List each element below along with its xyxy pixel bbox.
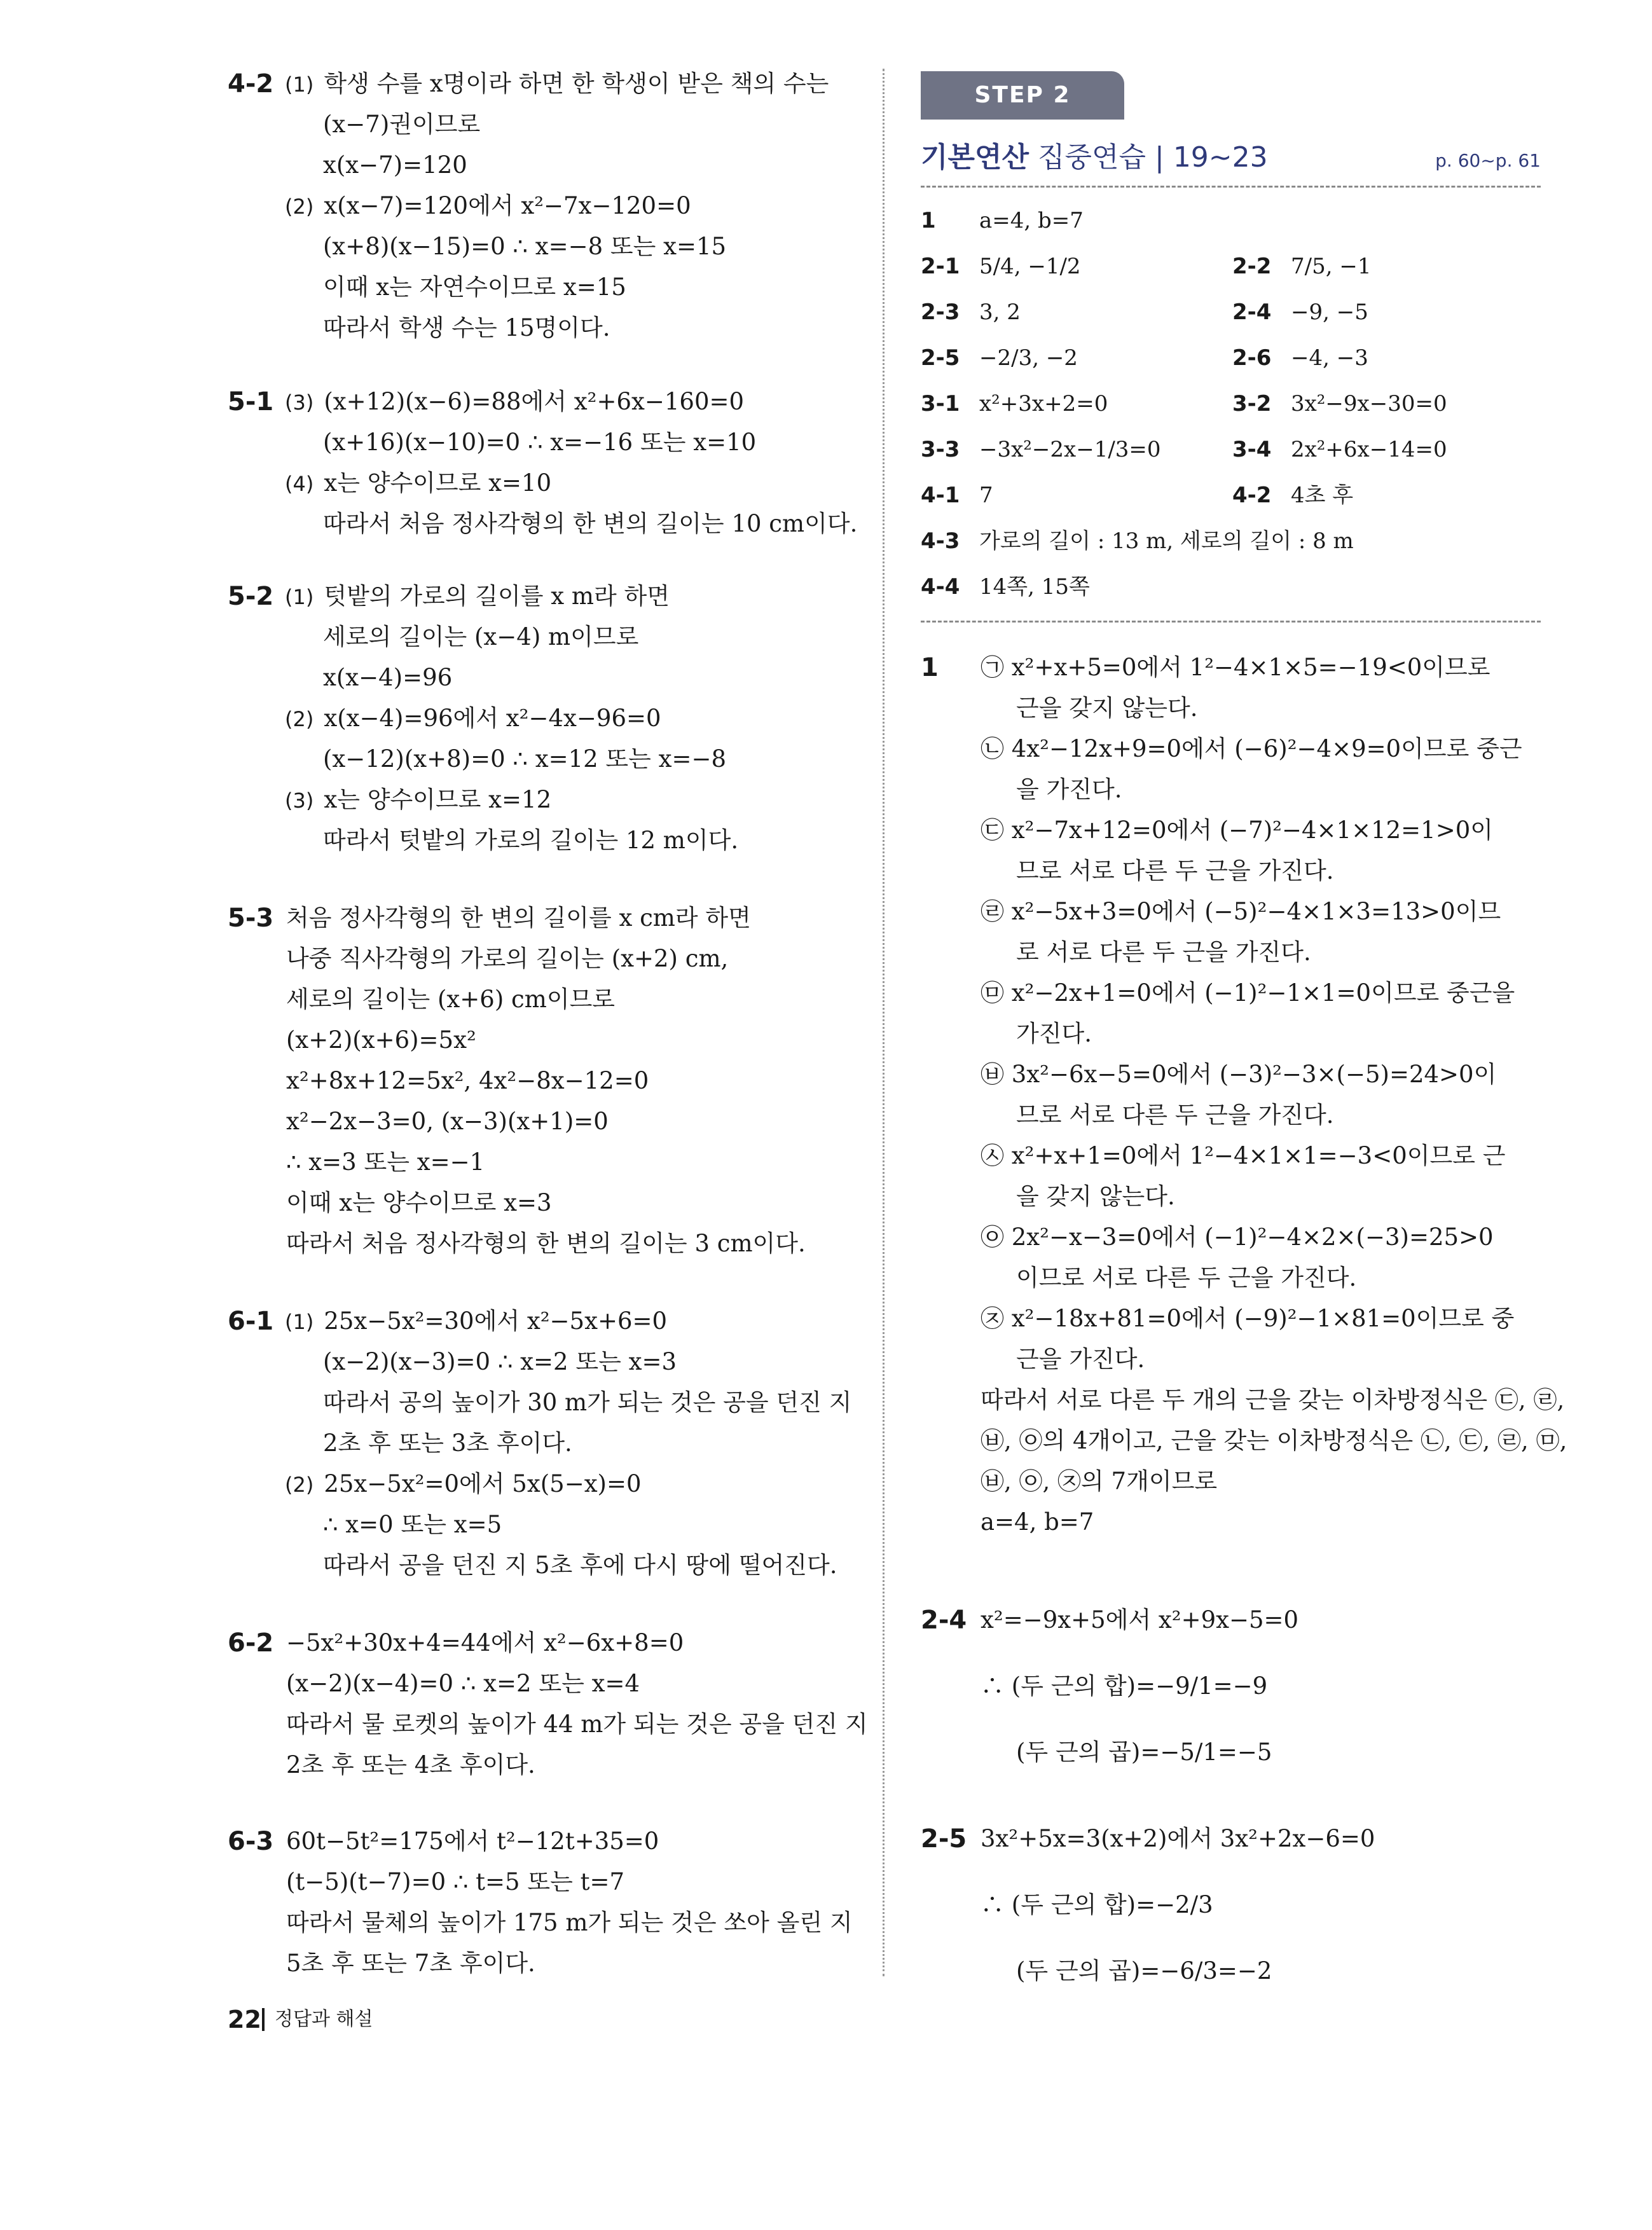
solution-text: 가진다.: [1016, 1020, 1092, 1047]
solution-line: [323, 422, 756, 463]
solution-text: ㉨ x²−18x+81=0에서 (−9)²−1×81=0이므로 중: [981, 1305, 1515, 1332]
solution-text: 따라서 서로 다른 두 개의 근을 갖는 이차방정식은 ㉢, ㉣,: [981, 1386, 1565, 1414]
answer-row: [921, 290, 1541, 334]
solution-text: 이므로 서로 다른 두 근을 가진다.: [1016, 1264, 1357, 1291]
solution-text: 로 서로 다른 두 근을 가진다.: [1016, 939, 1311, 966]
solution-text: ㉧ 2x²−x−3=0에서 (−1)²−4×2×(−3)=25>0: [981, 1223, 1494, 1251]
solution-text: 60t−5t²=175에서 t²−12t+35=0: [286, 1827, 659, 1855]
problem-number: 5-3: [228, 904, 274, 933]
solution-text: 을 갖지 않는다.: [1016, 1183, 1175, 1210]
answer-number: 4-2: [1232, 483, 1272, 508]
solution-line: [286, 979, 615, 1020]
solution-text: 25x−5x²=0에서 5x(5−x)=0: [324, 1470, 642, 1497]
answer-value: 가로의 길이 : 13 m, 세로의 길이 : 8 m: [979, 528, 1354, 554]
answer-number: 3-2: [1232, 391, 1272, 416]
answer-value: 3, 2: [979, 299, 1021, 325]
subpart-label: (1): [285, 1310, 314, 1334]
answer-number: 4-1: [921, 483, 960, 508]
solution-line: [981, 891, 1501, 932]
solution-line: [1016, 1176, 1175, 1217]
answer-value: 3x²−9x−30=0: [1291, 391, 1447, 416]
solution-text: (x+8)(x−15)=0 ∴ x=−8 또는 x=15: [323, 233, 727, 260]
solution-text: (x−12)(x+8)=0 ∴ x=12 또는 x=−8: [323, 745, 727, 773]
solution-text: ∴ (두 근의 합)=−9/1=−9: [981, 1672, 1268, 1700]
subpart-label: (1): [285, 585, 314, 609]
answer-row: [921, 336, 1541, 380]
solution-line: [1016, 1095, 1333, 1136]
solution-line: [286, 1663, 640, 1704]
solution-text: 처음 정사각형의 한 변의 길이를 x cm라 하면: [286, 904, 751, 932]
solution-text: x(x−7)=120에서 x²−7x−120=0: [324, 192, 691, 219]
solution-text: 이때 x는 자연수이므로 x=15: [323, 273, 626, 301]
answer-number: 4-3: [921, 528, 960, 554]
solution-line: [323, 226, 726, 267]
solution-line: [285, 780, 551, 821]
answer-number: 2-6: [1232, 345, 1272, 371]
solution-line: [981, 1502, 1094, 1543]
column-divider: [883, 69, 885, 1976]
answer-number: 4-4: [921, 574, 960, 600]
answer-value: x²+3x+2=0: [979, 391, 1108, 416]
solution-line: [981, 1380, 1564, 1421]
solution-line: [981, 1666, 1267, 1707]
solution-text: 므로 서로 다른 두 근을 가진다.: [1016, 1101, 1334, 1129]
answer-value: −4, −3: [1291, 345, 1368, 371]
answer-value: 7/5, −1: [1291, 254, 1372, 279]
solution-line: [323, 1545, 837, 1586]
solution-text: 따라서 처음 정사각형의 한 변의 길이는 3 cm이다.: [286, 1230, 806, 1257]
solution-line: [285, 1301, 667, 1342]
solution-text: 이때 x는 양수이므로 x=3: [286, 1189, 552, 1216]
solution-line: [285, 186, 691, 227]
solution-line: [981, 1600, 1298, 1641]
solution-text: (x+2)(x+6)=5x²: [286, 1026, 476, 1054]
solution-line: [981, 973, 1515, 1014]
answer-value: −2/3, −2: [979, 345, 1078, 371]
solution-line: [286, 1183, 552, 1223]
solution-text: ㉥, ㉧, ㉨의 7개이므로: [981, 1468, 1218, 1495]
solution-text: (t−5)(t−7)=0 ∴ t=5 또는 t=7: [286, 1868, 624, 1896]
answer-number: 2-4: [1232, 299, 1272, 325]
dashed-rule-top: [921, 186, 1541, 188]
solution-line: [286, 939, 728, 979]
solution-line: [981, 1217, 1494, 1258]
solution-line: [323, 267, 626, 308]
answer-row: [921, 382, 1541, 426]
solution-line: [981, 1054, 1496, 1095]
step-badge: STEP 2: [921, 71, 1124, 120]
solution-text: x²−2x−3=0, (x−3)(x+1)=0: [286, 1108, 609, 1135]
solution-text: ㉣ x²−5x+3=0에서 (−5)²−4×1×3=13>0이므: [981, 898, 1501, 925]
solution-text: 학생 수를 x명이라 하면 한 학생이 받은 책의 수는: [324, 70, 829, 97]
solution-line: [285, 576, 670, 617]
solution-line: [286, 1020, 476, 1061]
solution-line: [323, 145, 467, 186]
solution-line: [1016, 1951, 1272, 1992]
solution-text: x는 양수이므로 x=12: [324, 786, 552, 813]
solution-line: [1016, 1014, 1092, 1054]
solution-text: ㉠ x²+x+5=0에서 1²−4×1×5=−19<0이므로: [981, 654, 1490, 681]
answer-row: [921, 565, 1541, 609]
solution-text: ∴ (두 근의 합)=−2/3: [981, 1891, 1213, 1918]
solution-text: x²+8x+12=5x², 4x²−8x−12=0: [286, 1067, 649, 1094]
solution-line: [981, 1421, 1567, 1461]
solution-text: ㉥, ㉧의 4개이고, 근을 갖는 이차방정식은 ㉡, ㉢, ㉣, ㉤,: [981, 1427, 1567, 1454]
solution-text: 따라서 공의 높이가 30 m가 되는 것은 공을 던진 지: [323, 1389, 852, 1416]
solution-text: (x+16)(x−10)=0 ∴ x=−16 또는 x=10: [323, 429, 757, 456]
problem-number: 5-1: [228, 387, 274, 416]
solution-text: (두 근의 곱)=−5/1=−5: [1016, 1738, 1272, 1766]
solution-text: ㉤ x²−2x+1=0에서 (−1)²−1×1=0이므로 중근을: [981, 979, 1515, 1007]
solution-line: [323, 1342, 677, 1382]
solution-line: [981, 1885, 1213, 1925]
solution-line: [285, 64, 829, 105]
solution-line: [286, 1821, 659, 1862]
answer-number: 3-1: [921, 391, 960, 416]
answer-value: 5/4, −1/2: [979, 254, 1081, 279]
solution-text: 3x²+5x=3(x+2)에서 3x²+2x−6=0: [981, 1825, 1375, 1852]
solution-text: x(x−7)=120: [323, 151, 467, 179]
solution-line: [1016, 769, 1122, 810]
solution-text: x²=−9x+5에서 x²+9x−5=0: [981, 1606, 1299, 1634]
answer-value: −3x²−2x−1/3=0: [979, 437, 1161, 462]
solution-line: [1016, 688, 1197, 729]
solution-text: 므로 서로 다른 두 근을 가진다.: [1016, 857, 1334, 884]
solution-line: [286, 1101, 609, 1142]
solution-line: [981, 647, 1490, 688]
solution-line: [285, 382, 744, 423]
solution-text: ∴ x=0 또는 x=5: [323, 1511, 502, 1538]
subpart-label: (2): [285, 195, 314, 219]
section-title-bold: 기본연산: [921, 141, 1029, 174]
subpart-label: (3): [285, 390, 314, 415]
solution-text: x는 양수이므로 x=10: [324, 469, 552, 497]
solution-text: 따라서 학생 수는 15명이다.: [323, 314, 610, 341]
solution-line: [323, 617, 638, 657]
solution-text: ∴ x=3 또는 x=−1: [286, 1148, 485, 1176]
solution-text: x(x−4)=96: [323, 664, 453, 691]
solution-line: [286, 1223, 806, 1264]
solution-line: [981, 810, 1493, 851]
answer-value: 4초 후: [1291, 483, 1354, 508]
solution-line: [286, 1142, 485, 1183]
solution-line: [285, 698, 661, 740]
solution-text: 2초 후 또는 4초 후이다.: [286, 1751, 535, 1779]
subpart-label: (3): [285, 788, 314, 813]
solution-line: [981, 1461, 1217, 1502]
solution-line: [323, 504, 857, 544]
subpart-label: (2): [285, 1473, 314, 1497]
page-number: 22: [228, 2006, 261, 2034]
solution-line: [286, 1903, 853, 1943]
answer-value: 7: [979, 483, 993, 508]
solution-text: 따라서 공을 던진 지 5초 후에 다시 땅에 떨어진다.: [323, 1552, 837, 1579]
answer-row: [921, 427, 1541, 472]
solution-text: ㉦ x²+x+1=0에서 1²−4×1×1=−3<0이므로 근: [981, 1142, 1506, 1169]
answer-number: 2-5: [921, 345, 960, 371]
solution-text: 따라서 처음 정사각형의 한 변의 길이는 10 cm이다.: [323, 510, 858, 537]
answer-number: 2-2: [1232, 254, 1272, 279]
footer-divider: [262, 2008, 265, 2031]
footer-label: 정답과 해설: [275, 2008, 373, 2030]
solution-line: [286, 1943, 535, 1984]
solution-text: 을 가진다.: [1016, 776, 1122, 803]
solution-line: [323, 308, 610, 348]
solution-text: (x+12)(x−6)=88에서 x²+6x−160=0: [324, 388, 745, 415]
solution-text: ㉥ 3x²−6x−5=0에서 (−3)²−3×(−5)=24>0이: [981, 1061, 1497, 1088]
problem-number: 2-4: [921, 1606, 967, 1635]
answer-number: 3-3: [921, 437, 960, 462]
answer-value: −9, −5: [1291, 299, 1368, 325]
section-pages: p. 60~p. 61: [1435, 150, 1541, 171]
solution-text: 나중 직사각형의 가로의 길이는 (x+2) cm,: [286, 945, 729, 972]
problem-number: 4-2: [228, 69, 274, 99]
solution-line: [1016, 932, 1311, 973]
solution-text: 근을 갖지 않는다.: [1016, 694, 1198, 722]
solution-text: (x−2)(x−4)=0 ∴ x=2 또는 x=4: [286, 1670, 640, 1697]
problem-number: 5-2: [228, 582, 274, 611]
solution-text: 따라서 물 로켓의 높이가 44 m가 되는 것은 공을 던진 지: [286, 1710, 868, 1738]
answer-row: [921, 473, 1541, 518]
solution-text: 세로의 길이는 (x+6) cm이므로: [286, 986, 616, 1013]
solution-text: 5초 후 또는 7초 후이다.: [286, 1950, 535, 1977]
problem-number: 6-1: [228, 1307, 274, 1336]
solution-line: [981, 729, 1522, 769]
section-title: [921, 139, 1268, 177]
solution-line: [323, 1382, 851, 1423]
solution-line: [981, 1819, 1375, 1859]
solution-line: [323, 820, 738, 861]
solution-line: [286, 898, 751, 939]
solution-line: [286, 1061, 649, 1101]
solution-text: 따라서 텃밭의 가로의 길이는 12 m이다.: [323, 827, 739, 854]
solution-text: 근을 가진다.: [1016, 1346, 1145, 1373]
solution-text: 25x−5x²=30에서 x²−5x+6=0: [324, 1307, 668, 1335]
solution-text: (두 근의 곱)=−6/3=−2: [1016, 1957, 1272, 1985]
solution-line: [286, 1704, 868, 1745]
subpart-label: (4): [285, 472, 314, 496]
solution-line: [323, 1504, 502, 1545]
answer-number: 3-4: [1232, 437, 1272, 462]
answer-number: 1: [921, 208, 936, 233]
solution-text: −5x²+30x+4=44에서 x²−6x+8=0: [286, 1629, 684, 1656]
answer-row: [921, 198, 1541, 243]
solution-line: [286, 1862, 624, 1903]
solution-text: (x−2)(x−3)=0 ∴ x=2 또는 x=3: [323, 1348, 677, 1375]
solution-line: [981, 1298, 1514, 1339]
answer-value: 14쪽, 15쪽: [979, 574, 1090, 600]
answer-value: 2x²+6x−14=0: [1291, 437, 1447, 462]
answer-number: 2-1: [921, 254, 960, 279]
solution-text: 텃밭의 가로의 길이를 x m라 하면: [324, 582, 670, 610]
solution-text: 따라서 물체의 높이가 175 m가 되는 것은 쏘아 올린 지: [286, 1909, 853, 1936]
solution-line: [285, 1464, 642, 1505]
solution-text: a=4, b=7: [981, 1508, 1094, 1536]
solution-line: [981, 1136, 1505, 1176]
solution-line: [286, 1745, 535, 1786]
section-title-rest: 집중연습 | 19~23: [1029, 141, 1268, 174]
problem-number: 6-3: [228, 1827, 274, 1856]
solution-line: [323, 739, 726, 780]
problem-number: 6-2: [228, 1628, 274, 1658]
solution-line: [1016, 851, 1333, 891]
problem-number: 1: [921, 653, 939, 682]
solution-text: 2초 후 또는 3초 후이다.: [323, 1429, 572, 1457]
answer-row: [921, 244, 1541, 289]
answer-row: [921, 519, 1541, 563]
dashed-rule-bottom: [921, 621, 1541, 623]
solution-line: [1016, 1258, 1356, 1298]
answer-value: a=4, b=7: [979, 208, 1084, 233]
solution-text: ㉢ x²−7x+12=0에서 (−7)²−4×1×12=1>0이: [981, 816, 1493, 844]
solution-line: [1016, 1339, 1145, 1380]
solution-line: [286, 1623, 684, 1663]
solution-line: [323, 1423, 572, 1464]
solution-text: ㉡ 4x²−12x+9=0에서 (−6)²−4×9=0이므로 중근: [981, 735, 1522, 762]
solution-text: (x−7)권이므로: [323, 111, 481, 138]
solution-text: 세로의 길이는 (x−4) m이므로: [323, 623, 639, 650]
solution-text: x(x−4)=96에서 x²−4x−96=0: [324, 705, 661, 732]
answer-number: 2-3: [921, 299, 960, 325]
solution-line: [323, 104, 480, 145]
solution-line: [1016, 1732, 1272, 1773]
subpart-label: (1): [285, 72, 314, 97]
problem-number: 2-5: [921, 1824, 967, 1854]
subpart-label: (2): [285, 707, 314, 731]
solution-line: [323, 657, 452, 698]
solution-line: [285, 463, 551, 504]
